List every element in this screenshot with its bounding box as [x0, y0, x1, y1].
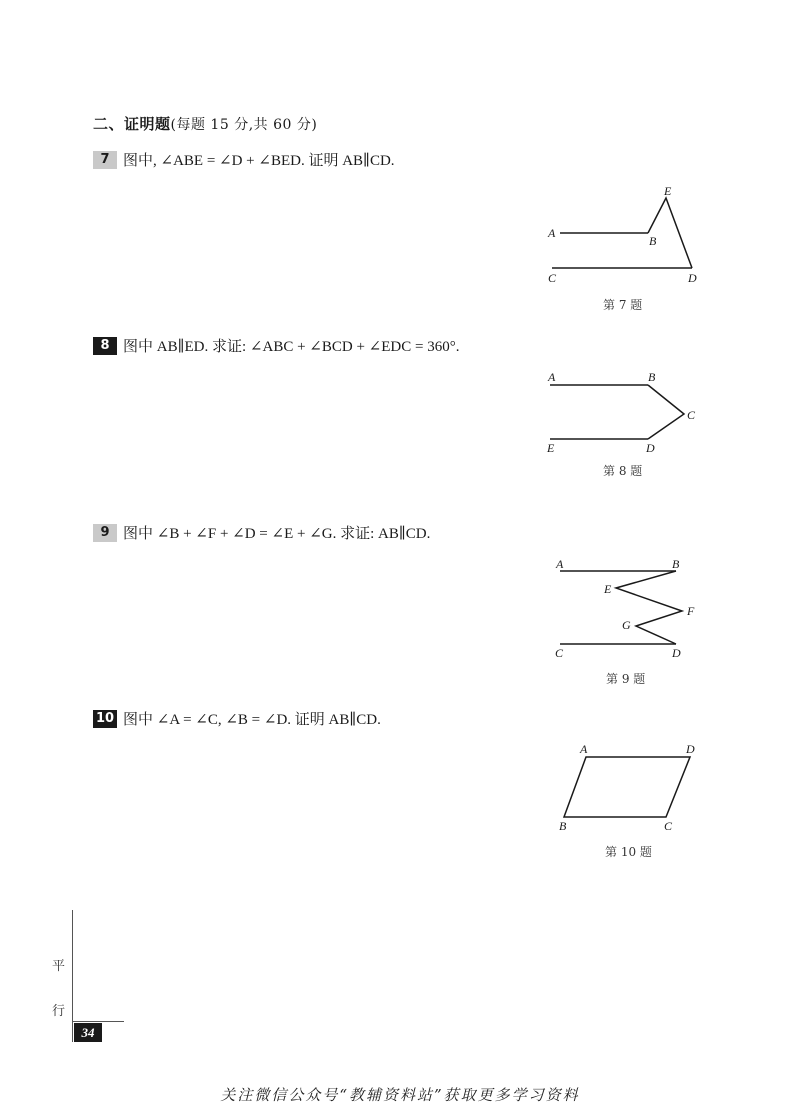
label-D: D: [688, 271, 697, 285]
label-C: C: [555, 646, 564, 660]
label-E: E: [547, 441, 555, 455]
label-G: G: [622, 618, 631, 632]
segment-BED: [648, 198, 692, 268]
side-char-1: 平: [52, 959, 66, 974]
caption-10: 第 10 题: [605, 845, 652, 859]
problem-number-8: 8: [93, 337, 117, 355]
problem-statement-9: 图中 ∠B + ∠F + ∠D = ∠E + ∠G. 求证: AB∥CD.: [123, 526, 431, 542]
zigzag-BEFGD: [616, 571, 682, 644]
figure-8: [540, 368, 710, 464]
label-D: D: [686, 742, 695, 756]
problem-number-7: 7: [93, 151, 117, 169]
caption-7: 第 7 题: [603, 298, 643, 312]
segment-BCD: [648, 385, 684, 439]
label-A: A: [548, 370, 556, 384]
label-E: E: [664, 184, 672, 198]
label-E: E: [604, 582, 612, 596]
page-number: 34: [74, 1023, 102, 1042]
problem-7: [93, 149, 395, 170]
section-title-text: 二、证明题: [93, 115, 171, 133]
label-C: C: [664, 819, 673, 833]
section-title: [93, 113, 317, 134]
caption-9: 第 9 题: [606, 672, 646, 686]
figure-7: [540, 183, 710, 292]
problem-statement-8: 图中 AB∥ED. 求证: ∠ABC + ∠BCD + ∠EDC = 360°.: [123, 339, 460, 355]
label-B: B: [672, 557, 680, 571]
label-C: C: [548, 271, 557, 285]
label-F: F: [687, 604, 695, 618]
problem-8: [93, 335, 459, 356]
problem-statement-7: 图中, ∠ABE = ∠D + ∠BED. 证明 AB∥CD.: [123, 153, 395, 169]
problem-statement-10: 图中 ∠A = ∠C, ∠B = ∠D. 证明 AB∥CD.: [123, 712, 381, 728]
problem-9: [93, 522, 430, 543]
problem-10: [93, 708, 381, 729]
label-B: B: [648, 370, 656, 384]
margin-rule-vertical: [72, 910, 73, 1042]
label-D: D: [672, 646, 681, 660]
problem-number-9: 9: [93, 524, 117, 542]
side-char-2: 行: [52, 1004, 66, 1019]
label-B: B: [559, 819, 567, 833]
label-A: A: [580, 742, 588, 756]
problem-number-10: 10: [93, 710, 117, 728]
label-A: A: [548, 226, 556, 240]
caption-8: 第 8 题: [603, 464, 643, 478]
label-B: B: [649, 234, 657, 248]
quadrilateral-ADCB: [564, 757, 690, 817]
label-A: A: [556, 557, 564, 571]
margin-rule-horizontal: [72, 1021, 124, 1022]
section-note: (每题 15 分,共 60 分): [170, 117, 318, 133]
label-C: C: [687, 408, 696, 422]
label-D: D: [646, 441, 655, 455]
figure-10: [552, 740, 712, 839]
footer-watermark: 关注微信公众号“教辅资料站”获取更多学习资料: [220, 1086, 580, 1104]
figure-9: [548, 556, 708, 670]
